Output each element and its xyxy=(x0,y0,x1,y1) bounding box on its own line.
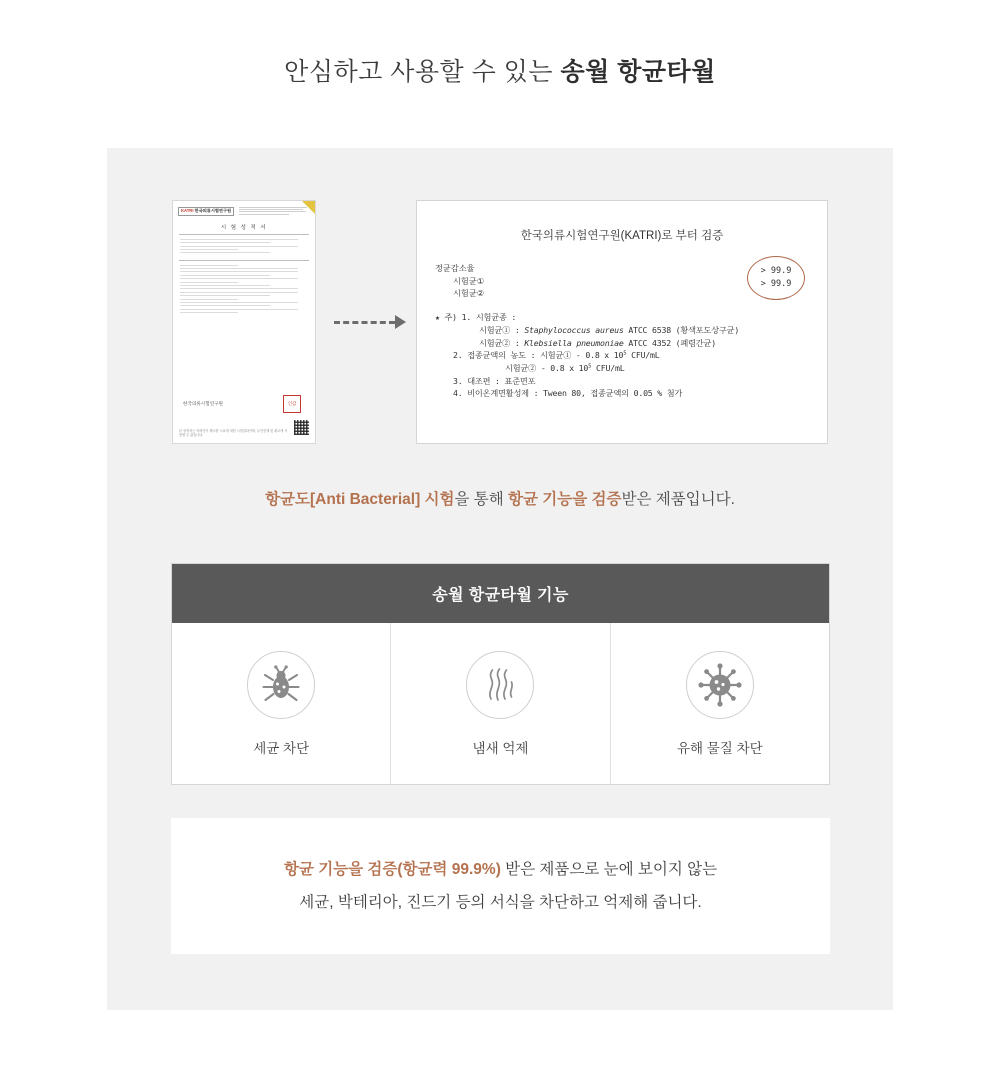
page-fold-icon xyxy=(302,201,315,214)
page-title-strong: 송월 항균타월 xyxy=(560,58,716,86)
metric-row-1: 시험균① xyxy=(453,276,485,286)
feature-column-odor-control xyxy=(391,623,610,784)
summary-card-line-1-rest: 받은 제품으로 눈에 보이지 않는 xyxy=(500,860,718,878)
feature-column-harmful-block xyxy=(611,623,829,784)
result-badge xyxy=(747,256,805,300)
note-line-4b-text: 시험균② - 0.8 x 10 xyxy=(505,362,589,373)
note-line-1: ★ 주) 1. 시험균종 : xyxy=(435,312,517,323)
qr-code-icon xyxy=(294,420,309,435)
note-line-5: 3. 대조편 : 표준면포 xyxy=(453,375,536,386)
page-title xyxy=(0,0,1000,88)
feature-table-columns xyxy=(172,623,829,784)
note-line-4b xyxy=(435,362,809,375)
feature-label-harmful-block: 유해 물질 차단 xyxy=(676,740,763,756)
page-title-normal: 안심하고 사용할 수 있는 xyxy=(284,58,561,86)
caption-part-4: 받은 제품입니다. xyxy=(621,491,735,508)
summary-card-line-2: 세균, 박테리아, 진드기 등의 서식을 차단하고 억제해 줍니다. xyxy=(299,894,702,911)
certificate-section xyxy=(172,200,830,444)
certificate-body-block-2 xyxy=(173,263,315,318)
divider xyxy=(179,234,309,235)
caption-part-1: 항균도[Anti Bacterial] 시험 xyxy=(265,491,455,508)
caption-part-2: 을 통해 xyxy=(454,491,509,508)
certificate-footer-label: 한국의류시험연구원 xyxy=(183,401,223,406)
summary-card-line-1 xyxy=(284,853,717,886)
odor-waves-icon xyxy=(466,651,534,719)
feature-label-odor-control: 냄새 억제 xyxy=(472,740,529,756)
certificate-document-thumbnail xyxy=(172,200,316,444)
official-stamp-icon: 인감 xyxy=(283,395,301,413)
feature-table xyxy=(171,563,830,785)
note-line-3-suffix: ATCC 4352 (폐렴간균) xyxy=(623,337,716,348)
katri-logo-text: 한국의류시험연구원 xyxy=(194,208,232,213)
result-badge-value-1: > 99.9 xyxy=(760,266,792,277)
certificate-caption xyxy=(0,487,1000,509)
note-line-3-species: Klebsiella pneumoniae xyxy=(524,337,624,348)
caption-part-3: 항균 기능을 검증 xyxy=(508,491,622,508)
bug-icon xyxy=(247,651,315,719)
certificate-header xyxy=(173,201,315,216)
note-line-4a xyxy=(435,349,809,362)
note-line-4a-sup: 5 xyxy=(623,350,627,357)
divider xyxy=(179,260,309,261)
note-line-3 xyxy=(435,337,809,350)
metric-label: 정균감소율 xyxy=(435,264,475,273)
katri-logo xyxy=(178,207,234,216)
note-line-2-prefix: 시험균① : xyxy=(479,324,525,335)
note-line-3-prefix: 시험균② : xyxy=(479,337,525,348)
certificate-header-lines xyxy=(239,207,310,216)
test-result-summary-box xyxy=(416,200,828,444)
feature-label-germ-block: 세균 차단 xyxy=(253,740,310,756)
feature-column-germ-block xyxy=(172,623,391,784)
arrow-right-icon xyxy=(334,316,406,328)
note-line-2-species: Staphylococcus aureus xyxy=(524,324,624,335)
summary-title: 한국의류시험연구원(KATRI)로 부터 검증 xyxy=(520,230,724,242)
result-badge-value-2: > 99.9 xyxy=(760,279,792,289)
virus-icon xyxy=(686,651,754,719)
summary-card xyxy=(171,818,830,954)
note-line-6: 4. 비이온계면활성제 : Tween 80, 접종균액의 0.05 % 첨가 xyxy=(453,388,683,399)
summary-card-highlight: 항균 기능을 검증(항균력 99.9%) xyxy=(283,860,501,878)
note-line-2 xyxy=(435,324,809,337)
note-line-4b-sup: 5 xyxy=(588,363,592,370)
katri-logo-mark: KATRI xyxy=(181,208,194,213)
note-line-4b-tail: CFU/mL xyxy=(591,362,625,373)
certificate-bottom-note: 본 성적서는 의뢰인이 제시한 시료에 대한 시험결과이며, 무단전재 및 광고에 사용할 수 없습니다. xyxy=(179,428,288,437)
note-line-2-suffix: ATCC 6538 (황색포도상구균) xyxy=(623,324,740,335)
feature-table-header: 송월 항균타월 기능 xyxy=(172,564,829,623)
metric-row-2: 시험균② xyxy=(453,289,485,299)
note-line-4a-tail: CFU/mL xyxy=(626,350,660,361)
certificate-body-block-1 xyxy=(173,237,315,258)
note-line-4a-text: 2. 접종균액의 농도 : 시험균① - 0.8 x 10 xyxy=(453,350,624,361)
certificate-doc-title: 시 험 성 적 서 xyxy=(220,224,268,231)
